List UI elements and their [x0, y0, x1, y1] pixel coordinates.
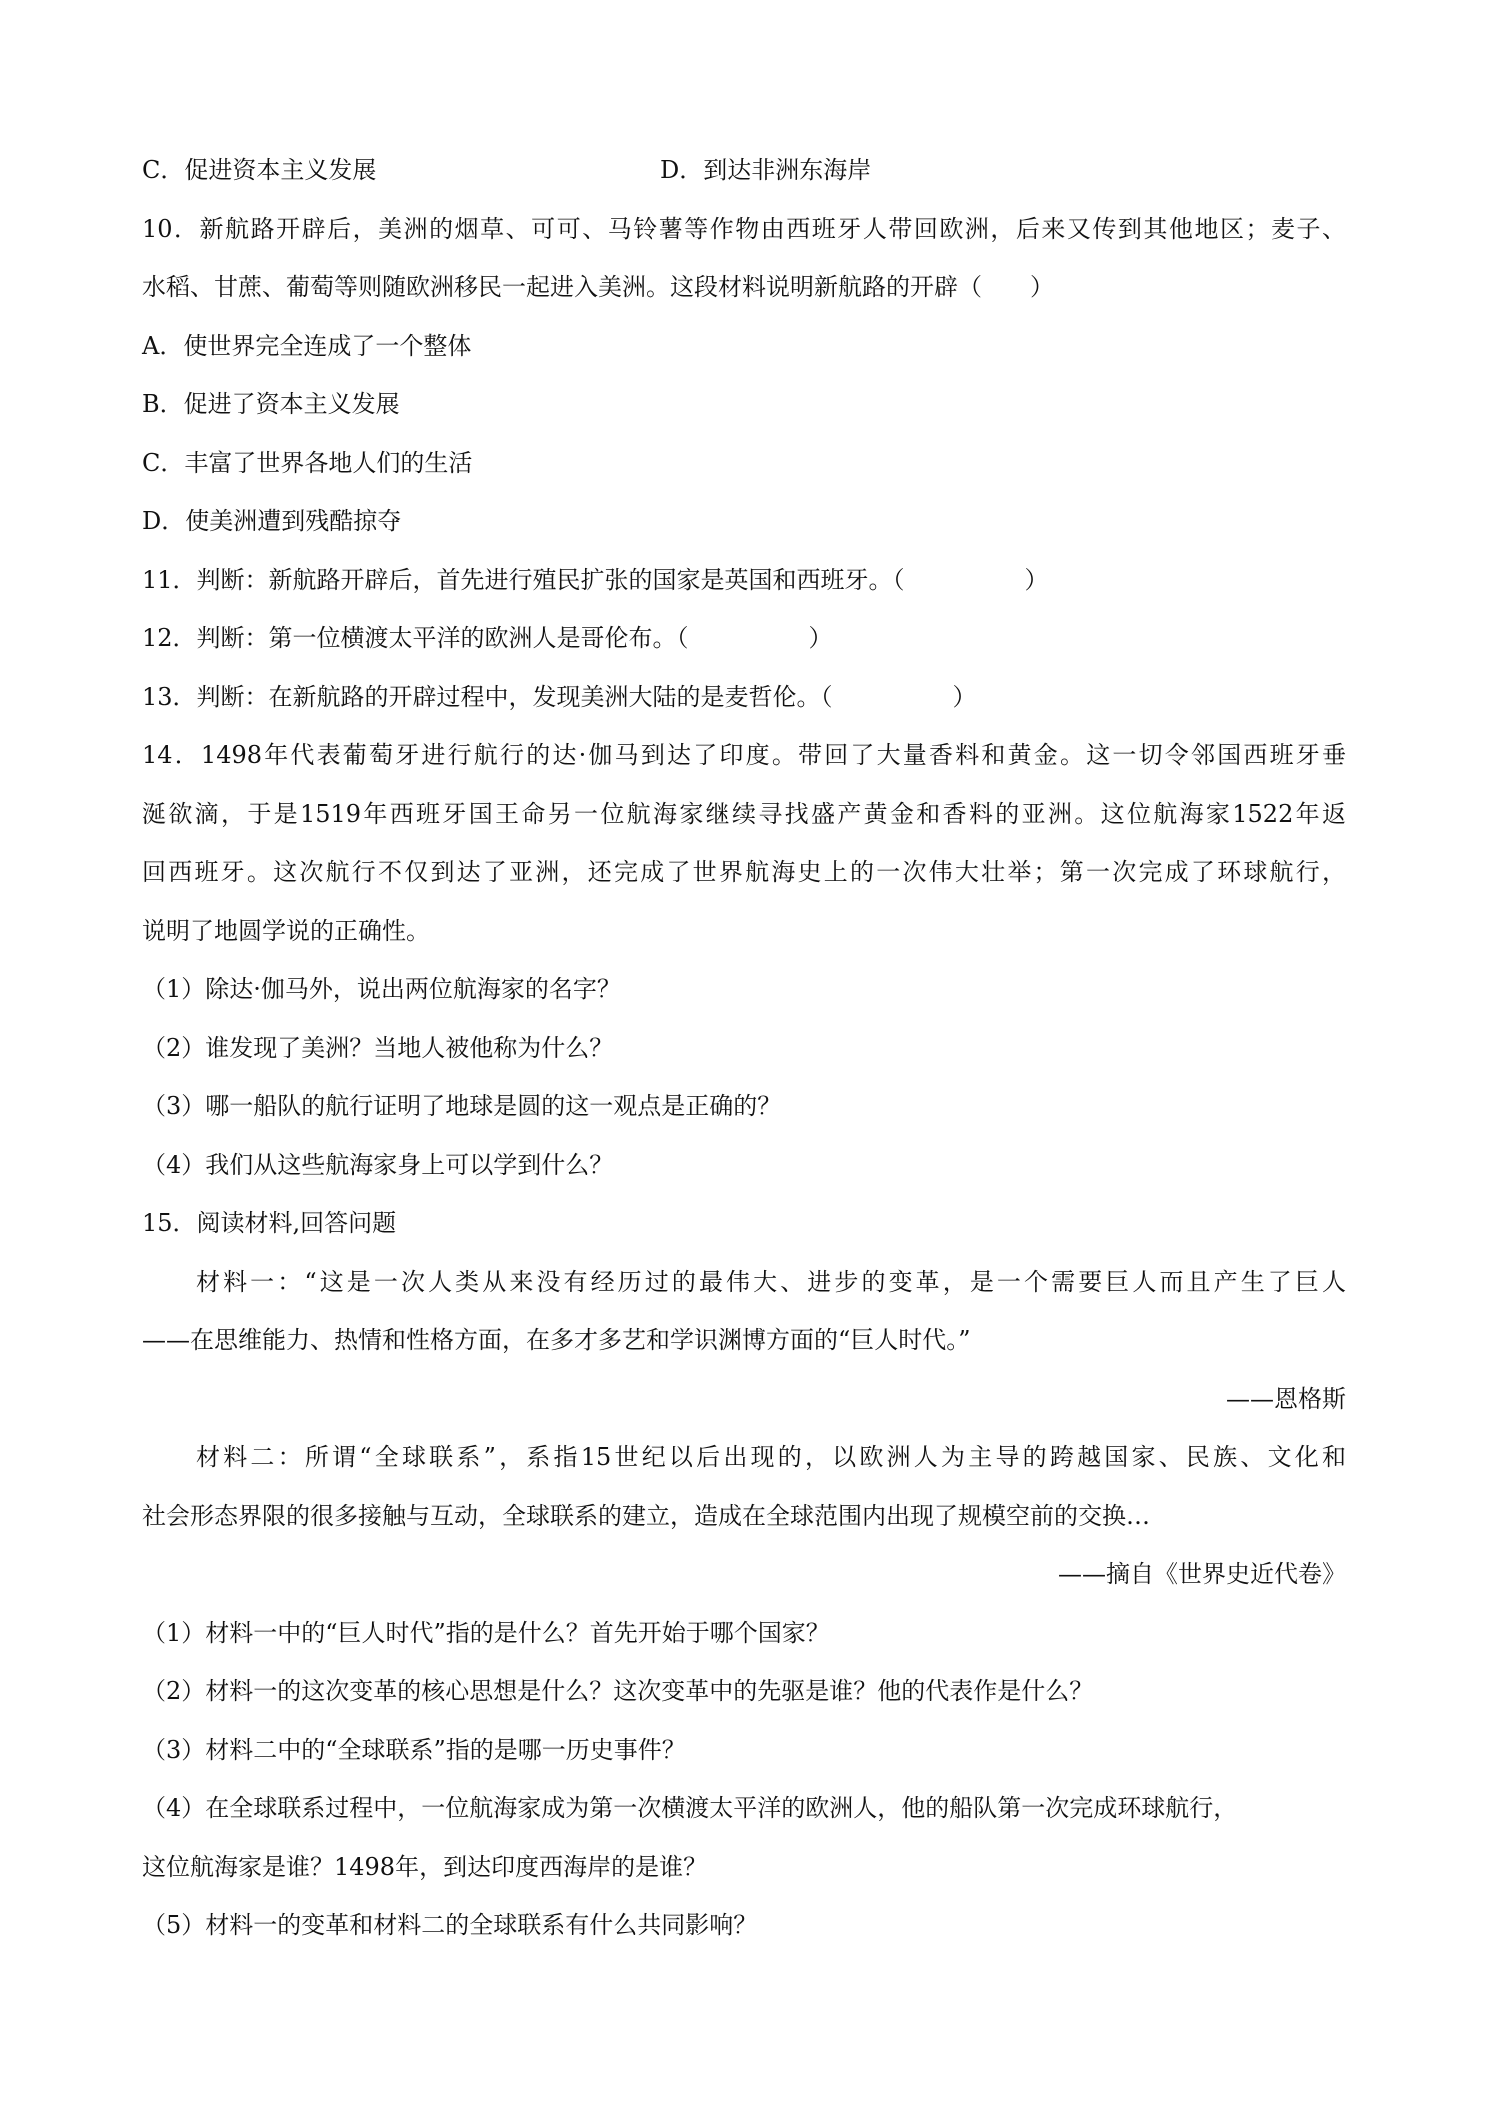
q15-material2-line2: 社会形态界限的很多接触与互动，全球联系的建立，造成在全球范围内出现了规模空前的交换…	[142, 1502, 1150, 1530]
q14-subquestion-2: （2）谁发现了美洲？当地人被他称为什么？	[142, 1034, 614, 1062]
q15-subquestion-2: （2）材料一的这次变革的核心思想是什么？这次变革中的先驱是谁？他的代表作是什么？	[142, 1677, 1094, 1705]
q15-material1-source: ——恩格斯	[1226, 1385, 1346, 1413]
q14-subquestion-4: （4）我们从这些航海家身上可以学到什么？	[142, 1151, 614, 1179]
q14-paragraph-line1: 14．1498年代表葡萄牙进行航行的达·伽马到达了印度。带回了大量香料和黄金。这一切令邻国西班牙垂	[142, 741, 1346, 769]
q15-title: 15．阅读材料,回答问题	[142, 1209, 397, 1237]
q14-paragraph-line3: 回西班牙。这次航行不仅到达了亚洲，还完成了世界航海史上的一次伟大壮举；第一次完成了环球航行，	[142, 858, 1346, 886]
q14-subquestion-1: （1）除达·伽马外，说出两位航海家的名字？	[142, 975, 621, 1003]
q10-stem-line1: 10．新航路开辟后，美洲的烟草、可可、马铃薯等作物由西班牙人带回欧洲，后来又传到其他地区；麦子、	[142, 215, 1346, 243]
q9-option-c: C．促进资本主义发展	[142, 156, 377, 184]
q15-subquestion-5: （5）材料一的变革和材料二的全球联系有什么共同影响？	[142, 1911, 758, 1939]
q10-option-a: A．使世界完全连成了一个整体	[142, 332, 472, 360]
q15-subquestion-4-line1: （4）在全球联系过程中，一位航海家成为第一次横渡太平洋的欧洲人，他的船队第一次完成环球航行，	[142, 1794, 1238, 1822]
q10-option-c: C．丰富了世界各地人们的生活	[142, 449, 473, 477]
q11-judgement: 11．判断：新航路开辟后，首先进行殖民扩张的国家是英国和西班牙。（ ）	[142, 566, 1049, 594]
q15-subquestion-4-line2: 这位航海家是谁？1498年，到达印度西海岸的是谁？	[142, 1853, 708, 1881]
q15-material1-line2: ——在思维能力、热情和性格方面，在多才多艺和学识渊博方面的“巨人时代。”	[142, 1326, 971, 1354]
q10-option-d: D．使美洲遭到残酷掠夺	[142, 507, 402, 535]
q13-judgement: 13．判断：在新航路的开辟过程中，发现美洲大陆的是麦哲伦。（ ）	[142, 683, 977, 711]
q15-subquestion-1: （1）材料一中的“巨人时代”指的是什么？首先开始于哪个国家？	[142, 1619, 830, 1647]
q15-subquestion-3: （3）材料二中的“全球联系”指的是哪一历史事件？	[142, 1736, 686, 1764]
q12-judgement: 12．判断：第一位横渡太平洋的欧洲人是哥伦布。（ ）	[142, 624, 833, 652]
q14-subquestion-3: （3）哪一船队的航行证明了地球是圆的这一观点是正确的？	[142, 1092, 782, 1120]
q15-material1-line1: 材料一：“这是一次人类从来没有经历过的最伟大、进步的变革，是一个需要巨人而且产生了巨人	[196, 1268, 1346, 1296]
q14-paragraph-line4: 说明了地圆学说的正确性。	[142, 917, 430, 945]
q10-stem-line2: 水稻、甘蔗、葡萄等则随欧洲移民一起进入美洲。这段材料说明新航路的开辟（ ）	[142, 273, 1054, 301]
q14-paragraph-line2: 涎欲滴，于是1519年西班牙国王命另一位航海家继续寻找盛产黄金和香料的亚洲。这位航海家1522年返	[142, 800, 1346, 828]
q10-option-b: B．促进了资本主义发展	[142, 390, 400, 418]
q15-material2-line1: 材料二：所谓“全球联系”，系指15世纪以后出现的，以欧洲人为主导的跨越国家、民族、文化和	[196, 1443, 1346, 1471]
q15-material2-source: ——摘自《世界史近代卷》	[1058, 1560, 1346, 1588]
q9-option-d: D．到达非洲东海岸	[660, 156, 872, 184]
